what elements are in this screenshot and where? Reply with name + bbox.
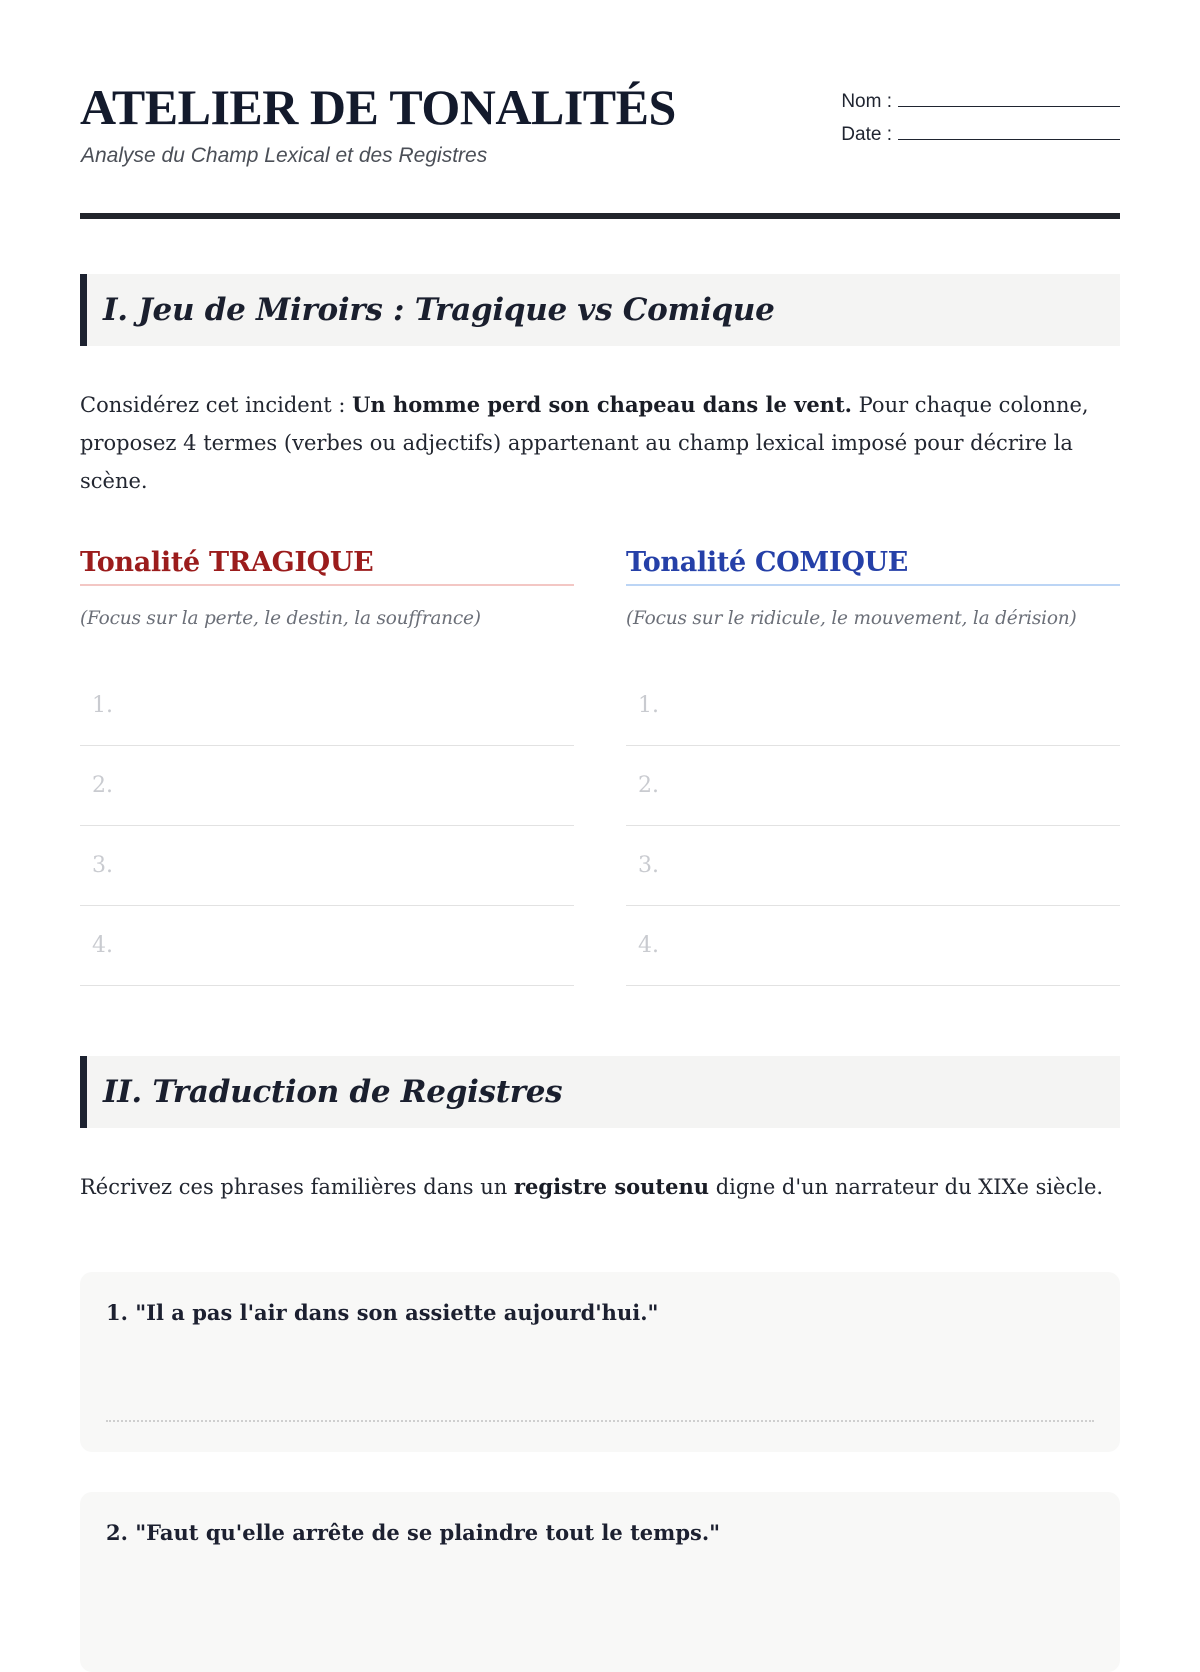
worksheet-page [80,0,1120,1545]
date-field[interactable] [830,113,1120,146]
tragic-answer-line-4[interactable]: 4. [80,906,574,986]
instructions-text-end: digne d'un narrateur du XIXe siècle. [709,1175,1104,1199]
instructions-text: Considérez cet incident : [80,393,353,417]
tragic-column-title: Tonalité TRAGIQUE [80,540,574,586]
register-emphasis: registre soutenu [513,1174,710,1199]
exercise-prompt-2: 2. "Faut qu'elle arrête de se plaindre tout le temps." [106,1520,721,1545]
name-label: Nom : [841,91,892,112]
tragic-answer-line-1[interactable]: 1. [80,666,574,746]
header-divider [80,213,1120,219]
section-1-header [80,274,1120,346]
comic-column-title: Tonalité COMIQUE [626,540,1120,586]
date-blank-line[interactable] [898,138,1120,140]
tragic-answer-list [80,666,574,986]
incident-text: Un homme perd son chapeau dans le vent. [352,392,852,417]
comic-answer-line-1[interactable]: 1. [626,666,1120,746]
comic-column-hint: (Focus sur le ridicule, le mouvement, la dérision) [626,608,1077,629]
section-2-header [80,1056,1120,1128]
tragic-answer-line-3[interactable]: 3. [80,826,574,906]
date-label: Date : [841,124,892,145]
exercise-box-1 [80,1272,1120,1452]
section-1-title: I. Jeu de Miroirs : Tragique vs Comique [103,292,775,328]
name-blank-line[interactable] [898,105,1120,107]
comic-answer-line-2[interactable]: 2. [626,746,1120,826]
worksheet-header [80,0,1120,222]
exercise-answer-line-1[interactable] [106,1420,1094,1422]
exercise-box-2 [80,1492,1120,1672]
tragic-column-hint: (Focus sur la perte, le destin, la souffrance) [80,608,481,629]
instructions-text: Récrivez ces phrases familières dans un [80,1175,514,1199]
section-2-instructions [80,1168,1120,1206]
comic-answer-line-3[interactable]: 3. [626,826,1120,906]
exercise-prompt-1: 1. "Il a pas l'air dans son assiette aujourd'hui." [106,1300,659,1325]
tragic-column [80,540,574,986]
student-info [830,80,1120,146]
comic-answer-line-4[interactable]: 4. [626,906,1120,986]
instructions-text-end: Pour chaque colonne, proposez 4 termes (verbes ou adjectifs) appartenant au champ lexical imposé pour décrire la scène. [80,393,1089,493]
comic-column [626,540,1120,986]
tragic-answer-line-2[interactable]: 2. [80,746,574,826]
section-1-instructions [80,386,1120,500]
page-title: ATELIER DE TONALITÉS [80,79,676,135]
name-field[interactable] [830,80,1120,113]
section-2-title: II. Traduction de Registres [103,1074,563,1110]
page-subtitle: Analyse du Champ Lexical et des Registres [81,144,488,167]
comic-answer-list [626,666,1120,986]
